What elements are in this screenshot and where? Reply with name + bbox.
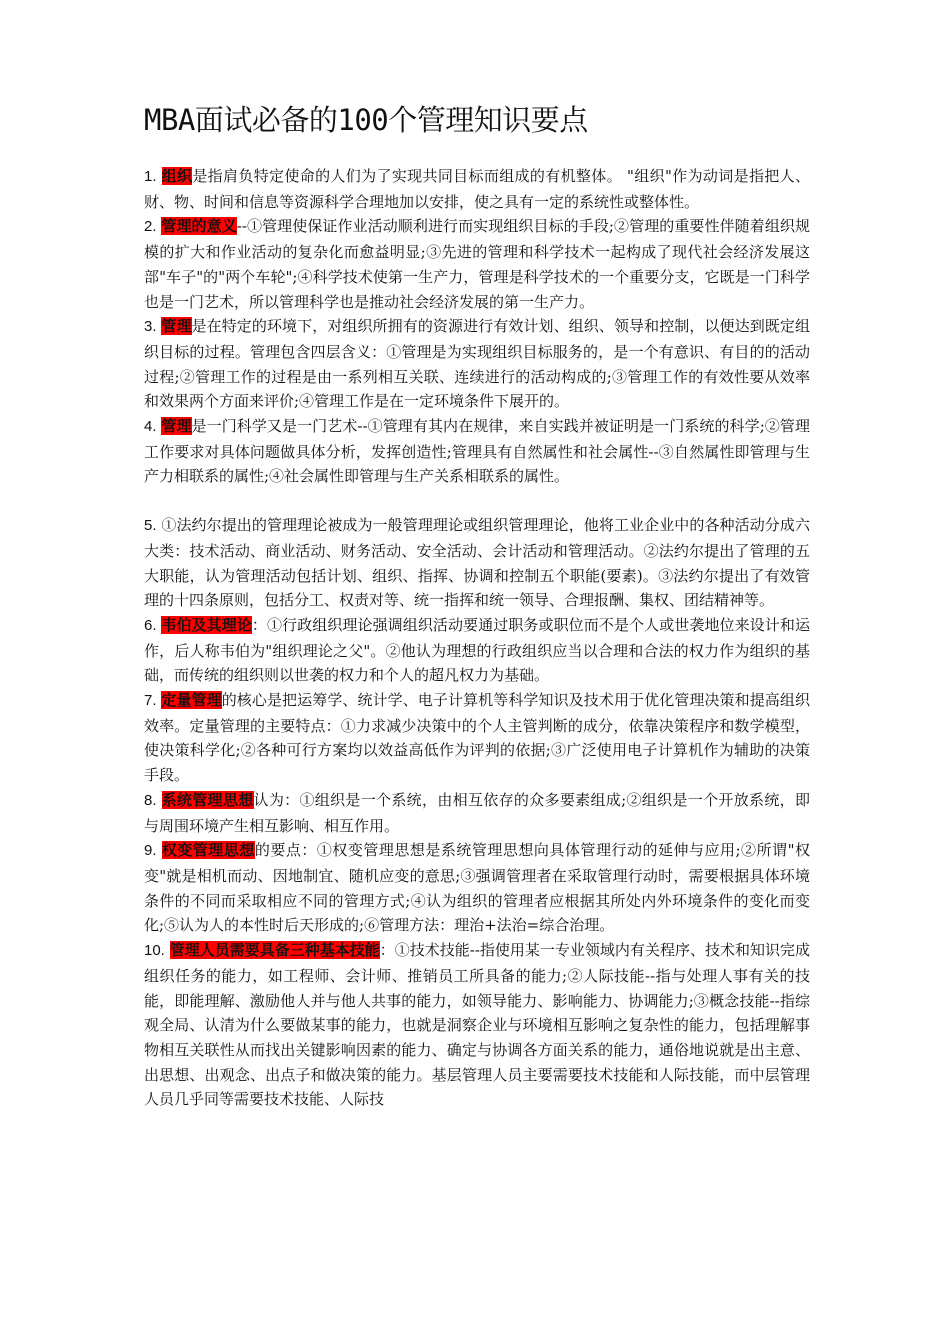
paragraph-text: 认为：①组织是一个系统，由相互依存的众多要素组成;②组织是一个开放系统，即与周围环境产生相互影响、相互作用。 bbox=[144, 790, 810, 835]
paragraph-9 bbox=[144, 838, 810, 938]
paragraph-number: 1. bbox=[144, 168, 157, 185]
paragraph-number: 7. bbox=[144, 692, 157, 710]
paragraph-number: 8. bbox=[144, 791, 157, 809]
document-title: MBA面试必备的100个管理知识要点 bbox=[144, 103, 588, 137]
paragraph-number: 10. bbox=[144, 942, 165, 960]
paragraph-2 bbox=[144, 214, 810, 314]
paragraph-7 bbox=[144, 688, 810, 788]
paragraph-number: 3. bbox=[144, 318, 157, 336]
paragraph-number: 4. bbox=[144, 418, 157, 436]
paragraph-text: 的要点：①权变管理思想是系统管理思想向具体管理行动的延伸与应用;②所谓"权变"就是相机而动、因地制宜、随机应变的意思;③强调管理者在采取管理行动时，需要根据具体环境条件的不同而采取相应不同的管理方式;④认为组织的管理者应根据其所处内外环境条件的变化而变化;⑤认为人的本性时后天形成的;⑥管理方法：理治+法治=综合治理。 bbox=[144, 841, 810, 935]
paragraph-8 bbox=[144, 788, 810, 838]
paragraph-number: 2. bbox=[144, 218, 157, 236]
paragraph-5 bbox=[144, 513, 810, 613]
paragraph-6 bbox=[144, 613, 810, 688]
paragraph-number: 9. bbox=[144, 842, 157, 860]
paragraph-text: ：①行政组织理论强调组织活动要通过职务或职位而不是个人或世袭地位来设计和运作，后人称韦伯为"组织理论之父"。②他认为理想的行政组织应当以合理和合法的权力作为组织的基础，而传统的组织则以世袭的权力和个人的超凡权力为基础。 bbox=[144, 615, 810, 685]
highlighted-keyword: 管理人员需要具备三种基本技能 bbox=[169, 941, 380, 960]
paragraph-10 bbox=[144, 938, 810, 1112]
paragraph-text: 是在特定的环境下，对组织所拥有的资源进行有效计划、组织、领导和控制，以便达到既定组织目标的过程。管理包含四层含义：①管理是为实现组织目标服务的，是一个有意识、有目的的活动过程;②管理工作的过程是由一系列相互关联、连续进行的活动构成的;③管理工作的有效性要从效率和效果两个方面来评价;④管理工作是在一定环境条件下展开的。 bbox=[144, 317, 810, 411]
highlighted-keyword: 管理 bbox=[161, 317, 192, 336]
highlighted-keyword: 权变管理思想 bbox=[161, 841, 255, 860]
highlighted-keyword: 定量管理 bbox=[161, 691, 222, 710]
paragraph-text: 的核心是把运筹学、统计学、电子计算机等科学知识及技术用于优化管理决策和提高组织效率。定量管理的主要特点：①力求减少决策中的个人主管判断的成分，依靠决策程序和数学模型，使决策科学化;②各种可行方案均以效益高低作为评判的依据;③广泛使用电子计算机作为辅助的决策手段。 bbox=[144, 691, 810, 785]
paragraph-text: ：①技术技能--指使用某一专业领域内有关程序、技术和知识完成组织任务的能力，如工程师、会计师、推销员工所具备的能力;②人际技能--指与处理人事有关的技能，即能理解、激励他人并与他人共事的能力，如领导能力、影响能力、协调能力;③概念技能--指综观全局、认清为什么要做某事的能力，也就是洞察企业与环境相互影响之复杂性的能力，包括理解事物相互关联性从而找出关键影响因素的能力、确定与协调各方面关系的能力，通俗地说就是出主意、出思想、出观念、出点子和做决策的能力。基层管理人员主要需要技术技能和人际技能，而中层管理人员几乎同等需要技术技能、人际技 bbox=[144, 941, 810, 1109]
paragraph-text: 是指肩负特定使命的人们为了实现共同目标而组成的有机整体。 "组织"作为动词是指把人、财、物、时间和信息等资源科学合理地加以安排，使之具有一定的系统性或整体性。 bbox=[144, 167, 810, 211]
paragraph-3 bbox=[144, 314, 810, 414]
paragraph-text: --①管理使保证作业活动顺利进行而实现组织目标的手段;②管理的重要性伴随着组织规模的扩大和作业活动的复杂化而愈益明显;③先进的管理和科学技术一起构成了现代社会经济发展这部"车子"的"两个车轮";④科学技术使第一生产力，管理是科学技术的一个重要分支，它既是一门科学也是一门艺术，所以管理科学也是推动社会经济发展的第一生产力。 bbox=[144, 217, 810, 311]
paragraph-spacer bbox=[144, 489, 810, 513]
paragraph-4 bbox=[144, 414, 810, 489]
highlighted-keyword: 韦伯及其理论 bbox=[161, 615, 252, 634]
paragraph-number: 6. bbox=[144, 616, 157, 634]
highlighted-keyword: 组织 bbox=[161, 167, 193, 185]
paragraph-text: 是一门科学又是一门艺术--①管理有其内在规律，来自实践并被证明是一门系统的科学;②管理工作要求对具体问题做具体分析，发挥创造性;管理具有自然属性和社会属性--③自然属性即管理与生产力相联系的属性;④社会属性即管理与生产关系相联系的属性。 bbox=[144, 417, 810, 486]
paragraph-number: 5. bbox=[144, 517, 157, 535]
paragraph-text: ①法约尔提出的管理理论被成为一般管理理论或组织管理理论，他将工业企业中的各种活动分成六大类：技术活动、商业活动、财务活动、安全活动、会计活动和管理活动。②法约尔提出了管理的五大职能，认为管理活动包括计划、组织、指挥、协调和控制五个职能(要素)。③法约尔提出了有效管理的十四条原则，包括分工、权责对等、统一指挥和统一领导、合理报酬、集权、团结精神等。 bbox=[144, 516, 810, 610]
highlighted-keyword: 管理 bbox=[161, 417, 192, 436]
highlighted-keyword: 系统管理思想 bbox=[161, 790, 254, 809]
highlighted-keyword: 管理的意义 bbox=[161, 217, 237, 236]
paragraph-1 bbox=[144, 164, 810, 214]
